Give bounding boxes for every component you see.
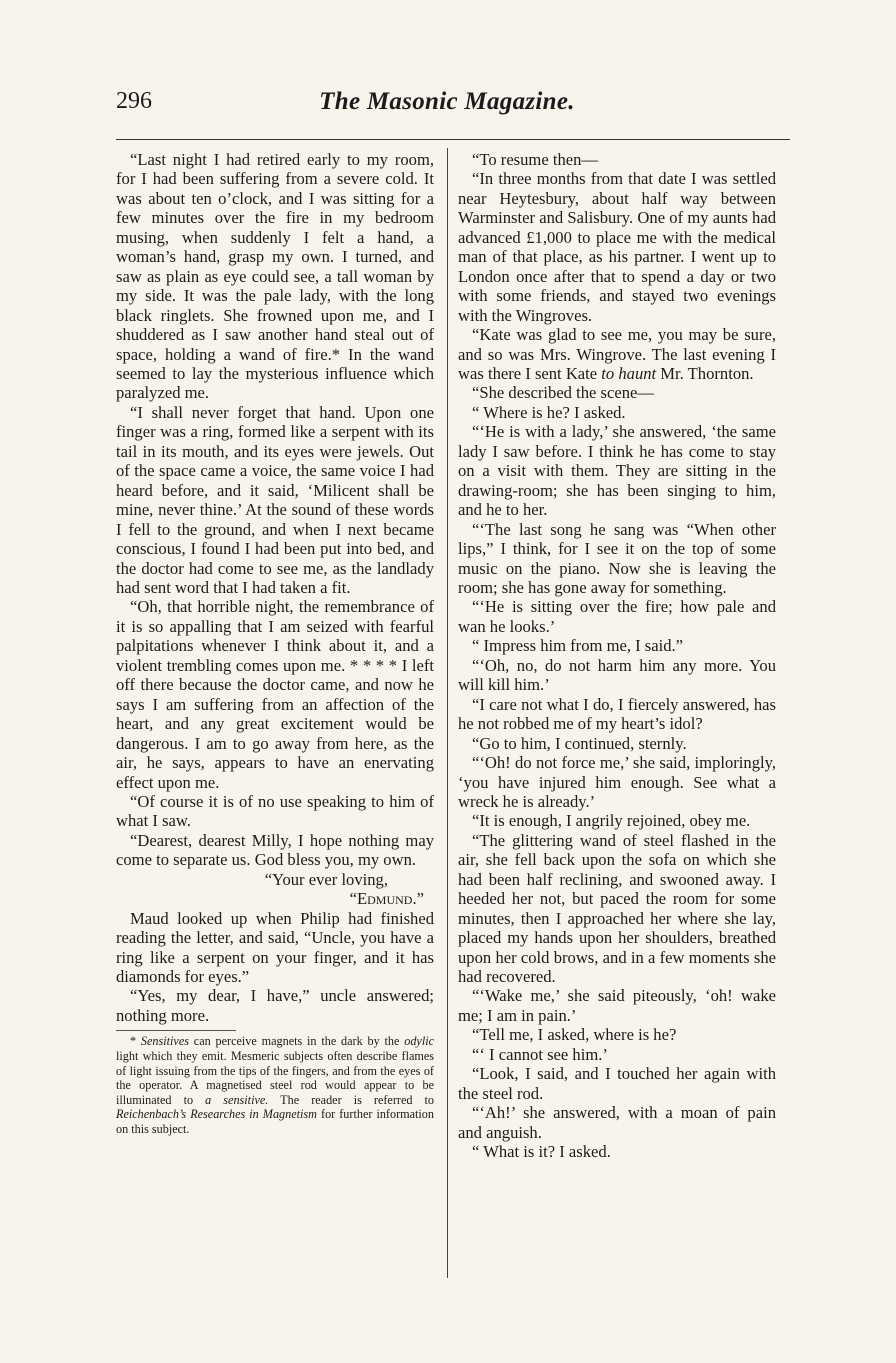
footnote-text: can perceive magnets in the dark by the — [188, 1034, 405, 1049]
paragraph: “Dearest, dearest Milly, I hope nothing may come to separate us. God bless you, my own. — [116, 830, 434, 870]
paragraph: “‘Ah!’ she answered, with a moan of pain and anguish. — [458, 1103, 776, 1142]
paragraph: “Tell me, I asked, where is he? — [472, 1025, 677, 1045]
right-column — [458, 150, 776, 1162]
page-header — [116, 88, 778, 128]
paragraph: “I care not what I do, I fiercely answered, has he not robbed me of my heart’s idol? — [458, 694, 776, 734]
paragraph: “‘ I cannot see him.’ — [472, 1044, 608, 1064]
paragraph: “It is enough, I angrily rejoined, obey me. — [472, 811, 751, 831]
paragraph — [458, 325, 776, 383]
footnote-odylic: odylic — [404, 1034, 435, 1049]
paragraph: “ Impress him from me, I said.” — [472, 636, 684, 656]
footnote-a-sensitive: a sensitive. — [205, 1092, 269, 1107]
paragraph: “Look, I said, and I touched her again with the steel rod. — [458, 1064, 776, 1103]
footnote-book-title: Reichenbach’s Researches in Magnetism — [116, 1107, 317, 1122]
footnote-term: Sensitives — [140, 1034, 189, 1049]
kate-tail: Mr. Thornton. — [656, 363, 754, 383]
page-number: 296 — [116, 88, 152, 114]
paragraph: “Go to him, I continued, sternly. — [472, 733, 687, 753]
header-rule — [116, 139, 790, 140]
footnote — [116, 1034, 434, 1136]
paragraph: “‘Oh, no, do not harm him any more. You will kill him.’ — [458, 655, 776, 695]
kate-lead: “Kate was glad to see me, you may be sure, and so was Mrs. Wingrove. The last evening I was there I sent Kate — [458, 325, 776, 383]
kate-italic: to haunt — [601, 363, 657, 383]
paragraph: “Last night I had retired early to my room, for I had been suffering from a severe cold. It was about ten o’clock, and I was sitting for a few minutes over the fire in my bedroom musing, when suddenly I felt a hand, a woman’s hand, grasp my own. I turned, and saw as plain as eye could see, a tall woman by my side. It was the pale lady, with the long black ringlets. She frowned upon me, and I shuddered as I saw another hand steal out of space, holding a wand of fire.* In the wand seemed to lay the mysterious influence which paralyzed me. — [116, 150, 434, 403]
paragraph: “I shall never forget that hand. Upon one finger was a ring, formed like a serpent with its tail in its mouth, and its eyes were jewels. Out of the space came a voice, the same voice I had heard before, and it said, ‘Milicent shall be mine, never thine.’ At the sound of these words I fell to the ground, and when I next became conscious, I found I had been put into bed, and the doctor had come to see me, as the landlady had sent word that I had taken a fit. — [116, 402, 434, 597]
running-title: The Masonic Magazine. — [319, 88, 575, 115]
paragraph: “Oh, that horrible night, the remembrance of it is so appalling that I am seized with fearful palpitations whenever I think about it, and a violent trembling comes upon me. * * * * I left off there because the doctor came, and now he says I am suffering from an affection of the heart, and any great excitement would be dangerous. I am to go away from here, as the air, he says, appears to have an enervating effect upon me. — [116, 597, 434, 792]
paragraph: “ What is it? I asked. — [472, 1142, 611, 1162]
footnote-text: light which they emit. Mesmeric subjects often describe flames of light issuing from the tips of the fingers, and from the eyes of the operator. A magnetised steel rod would appear to be illuminated to — [116, 1048, 434, 1107]
left-column — [116, 150, 434, 1137]
signature-closing: “Your ever loving, — [264, 869, 388, 889]
paragraph: “‘He is sitting over the fire; how pale and wan he looks.’ — [458, 597, 776, 636]
paragraph: “In three months from that date I was settled near Heytesbury, about half way between Warminster and Salisbury. One of my aunts had advanced £1,000 to place me with the medical man of that place, as his partner. I went up to London once after that to spend a day or two with some friends, and stayed two evenings with the Wingroves. — [458, 169, 776, 325]
footnote-text: The reader is referred to — [268, 1092, 435, 1107]
footnote-text: for further information on this subject. — [116, 1107, 434, 1136]
column-divider — [447, 148, 448, 1278]
paragraph: “To resume then— — [472, 150, 599, 169]
paragraph: “‘The last song he sang was “When other lips,” I think, for I see it on the top of some music on the piano. Now she is leaving the room; she has gone away for something. — [458, 519, 776, 597]
paragraph: “ Where is he? I asked. — [472, 402, 626, 422]
paragraph: “Yes, my dear, I have,” uncle answered; nothing more. — [116, 986, 434, 1025]
paragraph: “The glittering wand of steel flashed in the air, she fell back upon the sofa on which she had been half reclining, and swooned away. I heeded her not, but paced the room for some minutes, then I approached her where she lay, placed my hands upon her shoulders, breathed upon her cold brows, and in a few moments she had recovered. — [458, 830, 776, 987]
paragraph: “‘Oh! do not force me,’ she said, imploringly, ‘you have injured him enough. See what a wreck he is already.’ — [458, 753, 776, 811]
paragraph: “She described the scene— — [472, 383, 654, 403]
footnote-marker: * — [130, 1034, 137, 1049]
footnote-rule — [116, 1030, 236, 1031]
paragraph: “‘Wake me,’ she said piteously, ‘oh! wake me; I am in pain.’ — [458, 986, 776, 1025]
paragraph: “Of course it is of no use speaking to him of what I saw. — [116, 791, 434, 831]
paragraph: Maud looked up when Philip had finished reading the letter, and said, “Uncle, you have a ring like a serpent on your finger, and it has diamonds for eyes.” — [116, 908, 434, 987]
paragraph: “‘He is with a lady,’ she answered, ‘the same lady I saw before. I think he has come to stay on a visit with them. They are sitting in the drawing-room; she has been singing to him, and he to her. — [458, 422, 776, 520]
signature-name: “Edmund.” — [349, 889, 424, 909]
